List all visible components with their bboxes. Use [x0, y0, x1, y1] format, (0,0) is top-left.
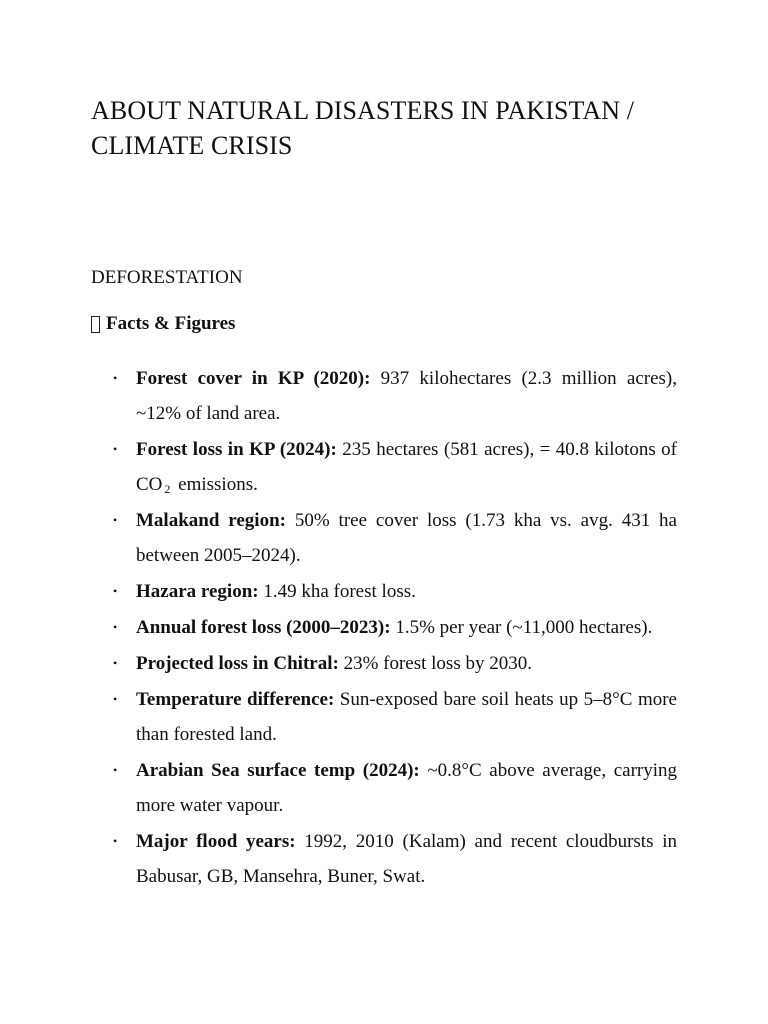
bullet-marker: •	[113, 620, 118, 634]
bullet-marker: •	[113, 692, 118, 706]
fact-item	[91, 361, 677, 431]
fact-label: Forest loss in KP (2024):	[136, 439, 337, 460]
bullet-marker: •	[113, 513, 118, 527]
facts-list	[91, 361, 677, 895]
bullet-marker: •	[113, 834, 118, 848]
fact-item	[91, 503, 677, 573]
fact-label: Arabian Sea surface temp (2024):	[136, 760, 420, 781]
fact-item	[91, 824, 677, 894]
fact-text: ~0.8°C above average, carrying more water vapour.	[136, 760, 678, 816]
missing-glyph-icon	[91, 316, 100, 333]
fact-text: 50% tree cover loss (1.73 kha vs. avg. 431 ha between 2005–2024).	[136, 510, 677, 566]
bullet-marker: •	[113, 371, 118, 385]
bullet-marker: •	[113, 584, 118, 598]
fact-label: Major flood years:	[136, 831, 296, 852]
bullet-marker: •	[113, 442, 118, 456]
subheading-label: Facts & Figures	[106, 313, 236, 334]
fact-label: Hazara region:	[136, 581, 259, 602]
section-heading: DEFORESTATION	[91, 267, 243, 288]
fact-label: Forest cover in KP (2020):	[136, 368, 371, 389]
fact-item	[91, 682, 677, 752]
fact-item	[91, 610, 677, 645]
fact-item	[91, 574, 677, 609]
fact-text: 235 hectares (581 acres), = 40.8 kilotons of CO	[136, 439, 677, 495]
fact-text: 1992, 2010 (Kalam) and recent cloudbursts in Babusar, GB, Mansehra, Buner, Swat.	[136, 831, 677, 887]
fact-text: 937 kilohectares (2.3 million acres), ~12% of land area.	[136, 368, 677, 424]
fact-text: 1.5% per year (~11,000 hectares).	[390, 617, 653, 638]
fact-text: 1.49 kha forest loss.	[258, 581, 416, 602]
bullet-marker: •	[113, 656, 118, 670]
fact-text: Sun-exposed bare soil heats up 5–8°C more than forested land.	[136, 689, 677, 745]
fact-label: Malakand region:	[136, 510, 286, 531]
bullet-marker: •	[113, 763, 118, 777]
fact-item	[91, 646, 677, 681]
facts-subheading	[91, 311, 235, 337]
document-title: ABOUT NATURAL DISASTERS IN PAKISTAN / CLIMATE CRISIS	[91, 96, 635, 160]
fact-label: Projected loss in Chitral:	[136, 653, 339, 674]
fact-text: 23% forest loss by 2030.	[338, 653, 532, 674]
fact-item	[91, 753, 677, 823]
fact-item	[91, 432, 677, 502]
fact-text-continued: emissions.	[173, 474, 258, 495]
fact-label: Temperature difference:	[136, 689, 335, 710]
fact-subscript: 2	[164, 482, 171, 496]
fact-label: Annual forest loss (2000–2023):	[136, 617, 391, 638]
